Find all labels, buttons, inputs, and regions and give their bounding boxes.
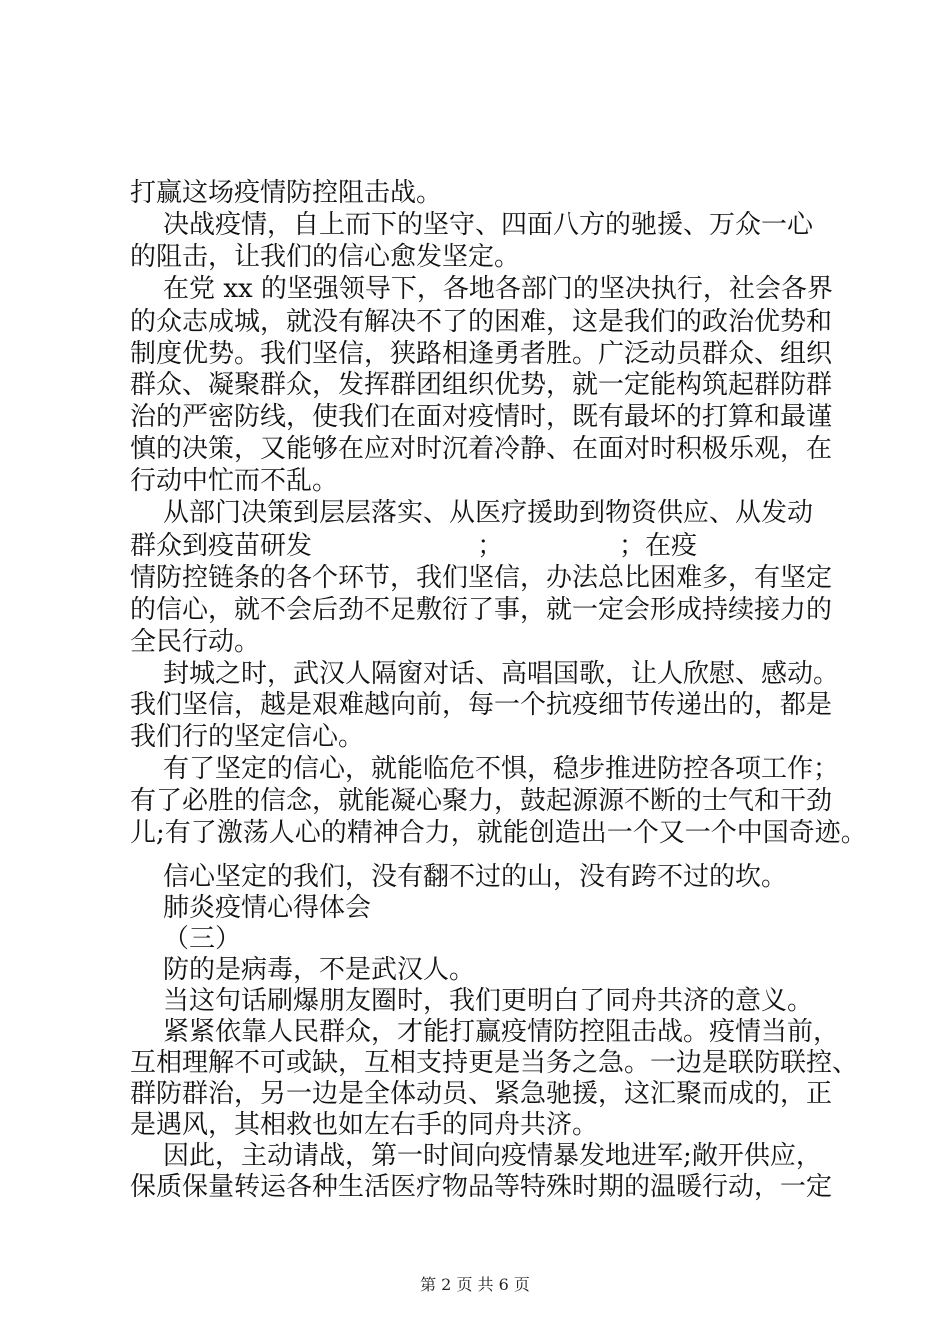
text-line: 的众志成城，就没有解决不了的困难，这是我们的政治优势和 [130,307,833,337]
text-line: 的信心，就不会后劲不足敷衍了事，就一定会形成持续接力的 [130,595,833,625]
text-line: 群众、凝聚群众，发挥群团组织优势，就一定能构筑起群防群 [130,370,833,400]
text-line: 在党 xx 的坚强领导下，各地各部门的坚决执行，社会各界 [130,274,833,304]
text-line: 因此，主动请战，第一时间向疫情暴发地进军;敞开供应， [130,1141,822,1171]
text-line: 慎的决策，又能够在应对时沉着冷静、在面对时积极乐观，在 [130,434,833,464]
text-line: 儿;有了激荡人心的精神合力，就能创造出一个又一个中国奇迹。 [130,818,867,848]
text-line: 全民行动。 [130,627,261,657]
text-line: 的阻击，让我们的信心愈发坚定。 [130,242,521,272]
text-line: （三） [130,924,242,954]
text-line: 群防群治，另一边是全体动员、紧急驰援，这汇聚而成的，正 [130,1079,833,1109]
text-line: 是遇风，其相救也如左右手的同舟共济。 [130,1110,599,1140]
text-line: 互相理解不可或缺，互相支持更是当务之急。一边是联防联控、 [130,1048,859,1078]
text-line: 封城之时，武汉人隔窗对话、高唱国歌，让人欣慰、感动。 [130,659,840,689]
text-line: 保质保量转运各种生活医疗物品等特殊时期的温暖行动，一定 [130,1172,833,1202]
text-line: 从部门决策到层层落实、从医疗援助到物资供应、从发动 [130,498,814,528]
text-line: 群众到疫苗研发 ； ；在疫 [130,531,697,561]
text-line: 我们坚信，越是艰难越向前，每一个抗疫细节传递出的，都是 [130,690,833,720]
text-line: 行动中忙而不乱。 [130,466,339,496]
text-line: 有了必胜的信念，就能凝心聚力，鼓起源源不断的士气和干劲 [130,786,833,816]
text-line: 我们行的坚定信心。 [130,722,365,752]
page-number: 第 2 页 共 6 页 [420,1275,530,1294]
text-line: 决战疫情，自上而下的坚守、四面八方的驰援、万众一心 [130,210,814,240]
text-line: 当这句话刷爆朋友圈时，我们更明白了同舟共济的意义。 [130,986,814,1016]
text-line: 治的严密防线，使我们在面对疫情时，既有最坏的打算和最谨 [130,402,833,432]
text-line: 有了坚定的信心，就能临危不惧，稳步推进防控各项工作； [130,754,840,784]
text-line: 制度优势。我们坚信，狭路相逢勇者胜。广泛动员群众、组织 [130,339,833,369]
text-line: 打赢这场疫情防控阻击战。 [130,178,443,208]
text-line: 防的是病毒，不是武汉人。 [130,955,476,985]
text-line: 紧紧依靠人民群众，才能打赢疫情防控阻击战。疫情当前， [130,1017,840,1047]
text-line: 肺炎疫情心得体会 [130,893,372,923]
text-line: 信心坚定的我们，没有翻不过的山，没有跨不过的坎。 [130,862,788,892]
text-line: 情防控链条的各个环节，我们坚信，办法总比困难多，有坚定 [130,563,833,593]
